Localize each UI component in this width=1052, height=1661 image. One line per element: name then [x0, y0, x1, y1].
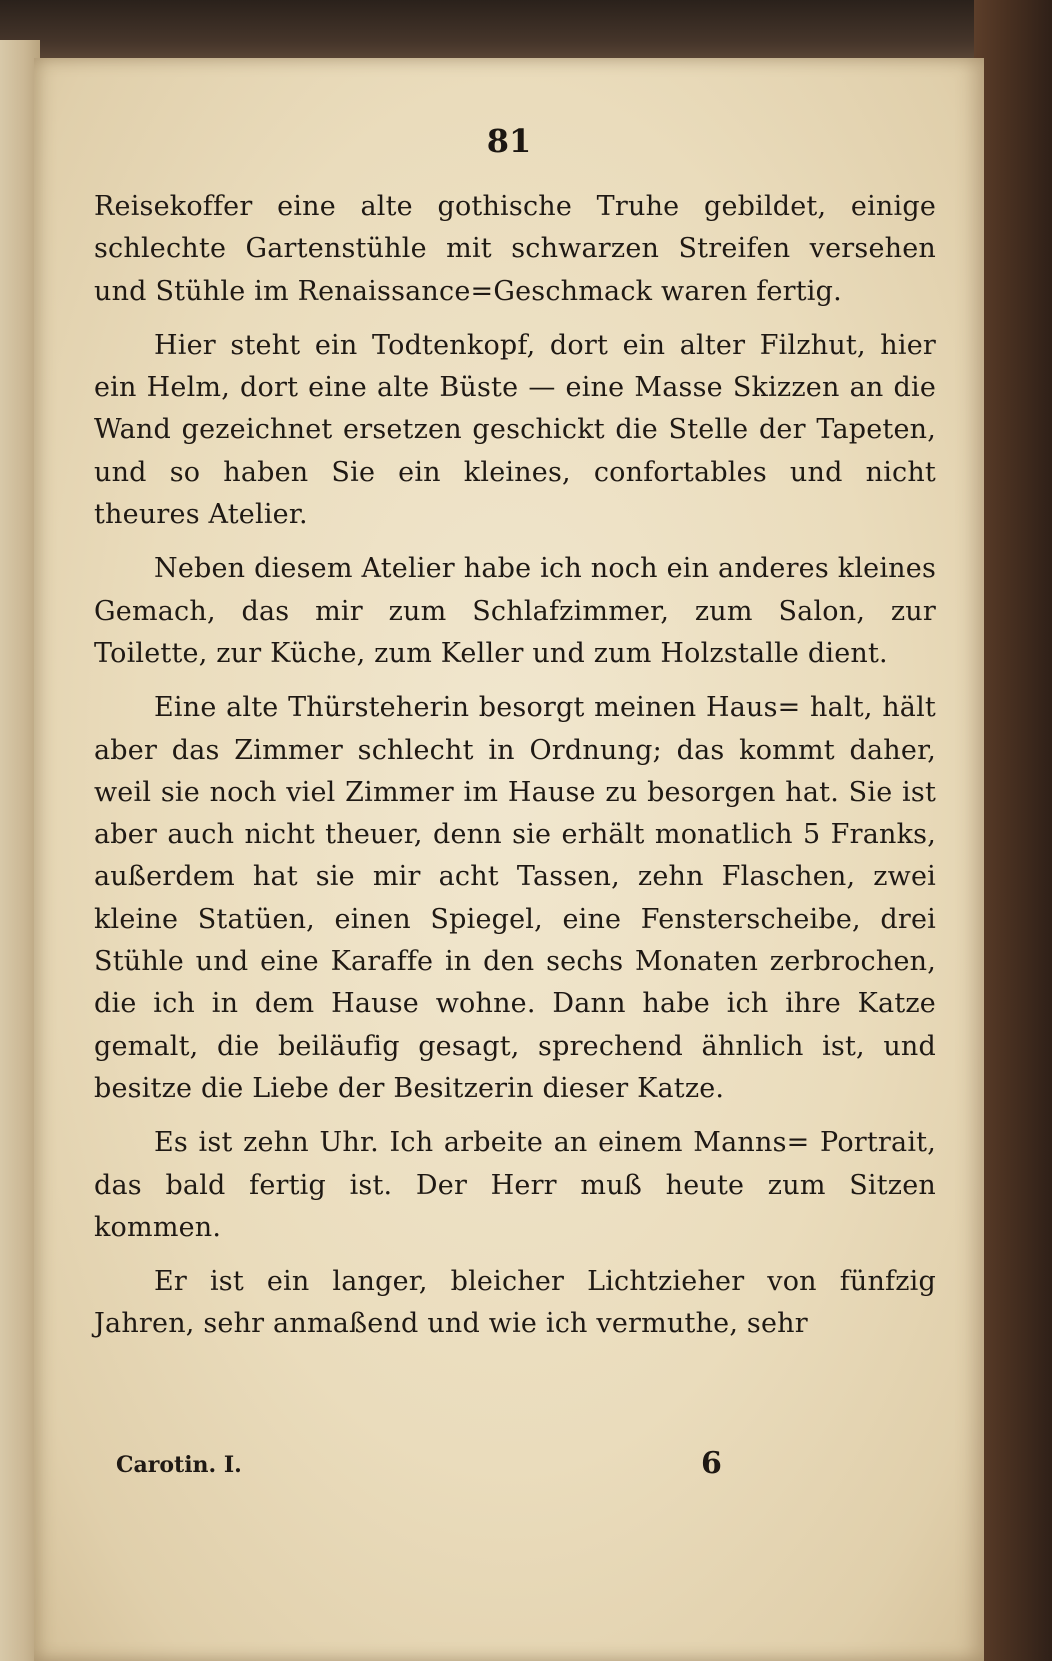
page-text: [94, 186, 936, 1358]
page-number: 81: [486, 122, 532, 160]
page-footer: [116, 1446, 796, 1486]
signature-line: Carotin. I.: [116, 1452, 242, 1478]
signature-mark: 6: [701, 1446, 722, 1481]
paragraph: Neben diesem Atelier habe ich noch ein anderes kleines Gemach, das mir zum Schlafzimmer, zum Salon, zur Toilette, zur Küche, zum Keller und zum Holzstalle dient.: [94, 553, 936, 669]
binding-right-edge: [974, 0, 1052, 1661]
paragraph: Es ist zehn Uhr. Ich arbeite an einem Manns= Portrait, das bald fertig ist. Der Herr muß heute zum Sitzen kommen.: [94, 1127, 936, 1243]
paragraph: Reisekoffer eine alte gothische Truhe gebildet, einige schlechte Gartenstühle mit schwarzen Streifen versehen und Stühle im Renaissance=Geschmack waren fertig.: [94, 191, 936, 307]
binding-top-edge: [0, 0, 1052, 60]
book-page: [34, 58, 984, 1661]
paragraph: Er ist ein langer, bleicher Lichtzieher von fünfzig Jahren, sehr anmaßend und wie ich vermuthe, sehr: [94, 1266, 936, 1340]
paragraph: Hier steht ein Todtenkopf, dort ein alter Filzhut, hier ein Helm, dort eine alte Büste — eine Masse Skizzen an die Wand gezeichnet ersetzen geschickt die Stelle der Tapeten, und so haben Sie ein kleines, confortables und nicht theures Atelier.: [94, 329, 936, 531]
paragraph: Eine alte Thürsteherin besorgt meinen Haus= halt, hält aber das Zimmer schlecht in Ordnung; das kommt daher, weil sie noch viel Zimmer im Hause zu besorgen hat. Sie ist aber auch nicht theuer, denn sie erhält monatlich 5 Franks, außerdem hat sie mir acht Tassen, zehn Flaschen, zwei kleine Statüen, einen Spiegel, eine Fensterscheibe, drei Stühle und eine Karaffe in den sechs Monaten zerbrochen, die ich in dem Hause wohne. Dann habe ich ihre Katze gemalt, die beiläufig gesagt, sprechend ähnlich ist, und besitze die Liebe der Besitzerin dieser Katze.: [94, 692, 936, 1104]
